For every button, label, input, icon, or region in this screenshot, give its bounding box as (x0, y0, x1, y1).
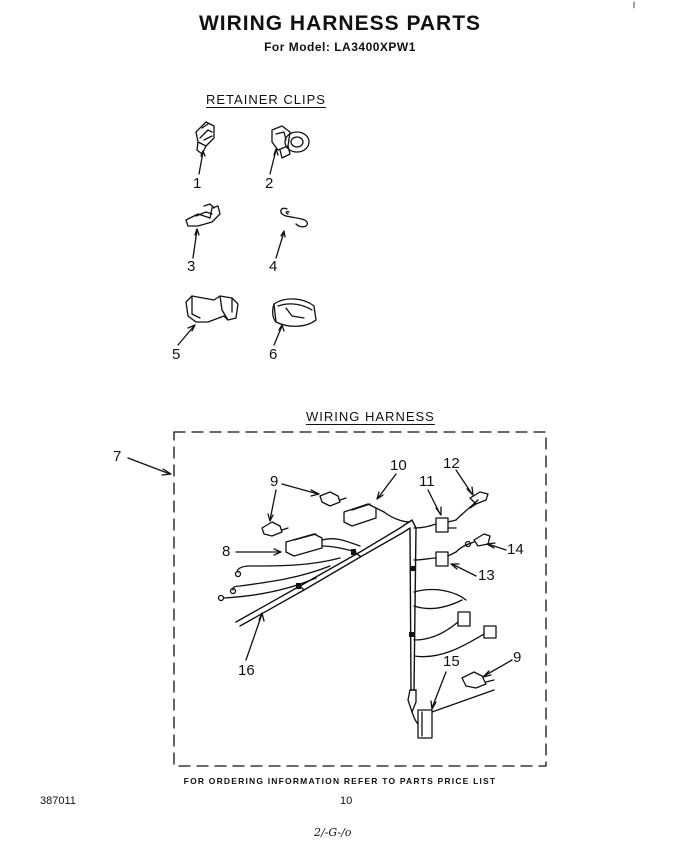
arrow-5 (178, 326, 194, 345)
retainer-clip-4 (281, 208, 307, 226)
callout-1: 1 (193, 175, 202, 192)
connector-15 (408, 690, 432, 738)
callout-11: 11 (419, 473, 435, 490)
arrow-9-upper-a (282, 484, 318, 494)
callout-5: 5 (172, 346, 181, 363)
retainer-clip-5 (186, 296, 238, 322)
arrow-7 (128, 458, 170, 474)
connector-11 (436, 518, 456, 532)
retainer-clips-heading: RETAINER CLIPS (206, 92, 326, 107)
arrow-9-lower (484, 660, 512, 676)
retainer-clip-1 (196, 122, 214, 154)
terminal-14 (466, 534, 491, 547)
callout-10: 10 (390, 457, 407, 474)
arrow-6 (274, 326, 282, 345)
callout-12: 12 (443, 455, 460, 472)
callout-4: 4 (269, 258, 278, 275)
terminal-9-lower (462, 672, 494, 688)
callout-13: 13 (478, 567, 495, 584)
wire-11 (414, 524, 436, 528)
wire-15 (412, 712, 418, 724)
handwritten-date: 2/-G-/o (314, 826, 352, 839)
model-subtitle: For Model: LA3400XPW1 (264, 40, 416, 54)
arrowhead-11 (436, 507, 441, 515)
callout-6: 6 (269, 346, 278, 363)
callout-8: 8 (222, 543, 231, 560)
wire-8b (322, 546, 356, 552)
document-number: 387011 (40, 795, 76, 807)
arrow-10 (378, 474, 396, 498)
arrow-14 (488, 544, 506, 550)
arrow-4 (276, 232, 284, 258)
retainer-clip-6 (273, 299, 316, 326)
harness-frame (174, 432, 546, 766)
callout-15: 15 (443, 653, 460, 670)
page-number: 10 (340, 795, 353, 807)
wire-8a (322, 539, 360, 546)
callout-14: 14 (507, 541, 524, 558)
arrow-12 (456, 470, 472, 494)
wiring-harness-heading: WIRING HARNESS (306, 409, 435, 424)
callout-16: 16 (238, 662, 255, 679)
terminal-9-upper-b (262, 522, 288, 536)
callout-9-lower: 9 (513, 649, 522, 666)
connector-10 (344, 504, 384, 526)
callout-7: 7 (113, 448, 122, 465)
wire-10 (384, 512, 410, 522)
right-connectors (414, 590, 496, 657)
callout-9-upper: 9 (270, 473, 279, 490)
terminal-9-upper-a (320, 492, 346, 506)
arrow-15 (432, 672, 446, 708)
wire-12 (456, 500, 478, 520)
connector-8 (286, 534, 322, 556)
arrow-13 (452, 564, 476, 576)
retainer-clip-3 (186, 204, 220, 226)
page-title: WIRING HARNESS PARTS (198, 12, 482, 35)
wire-13 (414, 558, 436, 560)
leader-15 (432, 690, 494, 712)
callout-3: 3 (187, 258, 196, 275)
ordering-note: FOR ORDERING INFORMATION REFER TO PARTS PRICE LIST (183, 776, 497, 786)
harness-ties (296, 549, 415, 637)
callout-2: 2 (265, 175, 274, 192)
